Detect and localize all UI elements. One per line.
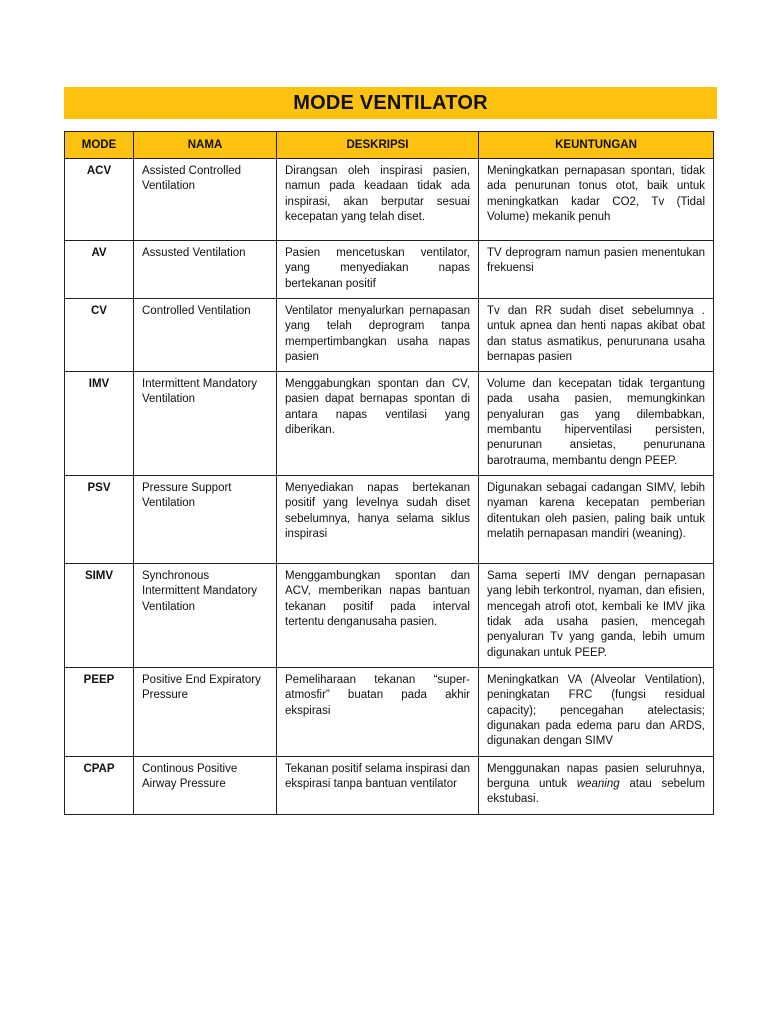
cell-deskripsi: Tekanan positif selama inspirasi dan ekspirasi tanpa bantuan ventilator — [277, 756, 479, 814]
cell-keuntungan-pre: Menggunakan napas pasien seluruhnya, berguna untuk — [487, 762, 705, 790]
cell-nama: Pressure Support Ventilation — [134, 476, 277, 564]
cell-mode: IMV — [65, 372, 134, 476]
cell-nama: Synchronous Intermittent Mandatory Ventilation — [134, 564, 277, 668]
cell-nama: Assusted Ventilation — [134, 241, 277, 299]
cell-keuntungan: Meningkatkan VA (Alveolar Ventilation), peningkatan FRC (fungsi residual capacity); pencegahan atelectasis; digunakan pada edema paru dan ARDS, digunakan dengan SIMV — [479, 668, 714, 756]
header-deskripsi: DESKRIPSI — [277, 132, 479, 159]
cell-nama: Controlled Ventilation — [134, 299, 277, 372]
cell-nama: Positive End Expiratory Pressure — [134, 668, 277, 756]
cell-deskripsi: Dirangsan oleh inspirasi pasien, namun pada keadaan tidak ada inspirasi, akan berputar sesuai kecepatan yang telah diset. — [277, 159, 479, 241]
table-row — [65, 299, 714, 372]
cell-keuntungan: Sama seperti IMV dengan pernapasan yang lebih terkontrol, nyaman, dan efisien, mencegah atrofi otot, kembali ke IMV jika tidak ada usaha pasien, mencegah penyaluran Tv yang ganda, lebih umum digunakan untuk PEEP. — [479, 564, 714, 668]
header-nama: NAMA — [134, 132, 277, 159]
cell-keuntungan: Digunakan sebagai cadangan SIMV, lebih nyaman karena kecepatan pemberian ditentukan oleh pasien, paling baik untuk melatih pernapasan mandiri (weaning). — [479, 476, 714, 564]
table-row — [65, 756, 714, 814]
cell-mode: CV — [65, 299, 134, 372]
table-row — [65, 372, 714, 476]
cell-deskripsi: Pemeliharaan tekanan “super-atmosfir” buatan pada akhir ekspirasi — [277, 668, 479, 756]
cell-keuntungan: TV deprogram namun pasien menentukan frekuensi — [479, 241, 714, 299]
cell-nama: Intermittent Mandatory Ventilation — [134, 372, 277, 476]
table-row — [65, 564, 714, 668]
header-mode: MODE — [65, 132, 134, 159]
cell-keuntungan-emphasis: weaning — [576, 777, 620, 790]
cell-mode: CPAP — [65, 756, 134, 814]
cell-mode: ACV — [65, 159, 134, 241]
ventilator-mode-table — [64, 131, 714, 815]
cell-keuntungan: Meningkatkan pernapasan spontan, tidak ada penurunan tonus otot, baik untuk meningkatkan kadar CO2, Tv (Tidal Volume) mekanik penuh — [479, 159, 714, 241]
title-bar — [64, 87, 717, 119]
cell-mode: PSV — [65, 476, 134, 564]
page-title: MODE VENTILATOR — [293, 91, 488, 114]
table-header-row — [65, 132, 714, 159]
cell-deskripsi: Ventilator menyalurkan pernapasan yang telah deprogram tanpa mempertimbangkan usaha napas pasien — [277, 299, 479, 372]
cell-deskripsi: Pasien mencetuskan ventilator, yang menyediakan napas bertekanan positif — [277, 241, 479, 299]
cell-keuntungan-post: atau sebelum ekstubasi. — [487, 777, 705, 806]
cell-keuntungan — [479, 756, 714, 814]
table-row — [65, 159, 714, 241]
table-row — [65, 668, 714, 756]
cell-deskripsi: Menyediakan napas bertekanan positif yang levelnya sudah diset sebelumnya, hanya selama siklus inspirasi — [277, 476, 479, 564]
cell-deskripsi: Menggabungkan spontan dan CV, pasien dapat bernapas spontan di antara napas ventilasi yang diberikan. — [277, 372, 479, 476]
cell-mode: SIMV — [65, 564, 134, 668]
cell-mode: PEEP — [65, 668, 134, 756]
table-row — [65, 241, 714, 299]
table-row — [65, 476, 714, 564]
cell-mode: AV — [65, 241, 134, 299]
header-keuntungan: KEUNTUNGAN — [479, 132, 714, 159]
cell-nama: Continous Positive Airway Pressure — [134, 756, 277, 814]
cell-deskripsi: Menggambungkan spontan dan ACV, memberikan napas bantuan tekanan positif pada interval tertentu denganusaha pasien. — [277, 564, 479, 668]
cell-keuntungan: Volume dan kecepatan tidak tergantung pada usaha pasien, memungkinkan penyaluran gas yang dilembabkan, membantu hiperventilasi persisten, penurunan ansietas, penurunana barotrauma, membantu dengn PEEP. — [479, 372, 714, 476]
cell-keuntungan: Tv dan RR sudah diset sebelumnya . untuk apnea dan henti napas akibat obat dan status asmatikus, penurunana usaha bernapas pasien — [479, 299, 714, 372]
cell-nama: Assisted Controlled Ventilation — [134, 159, 277, 241]
